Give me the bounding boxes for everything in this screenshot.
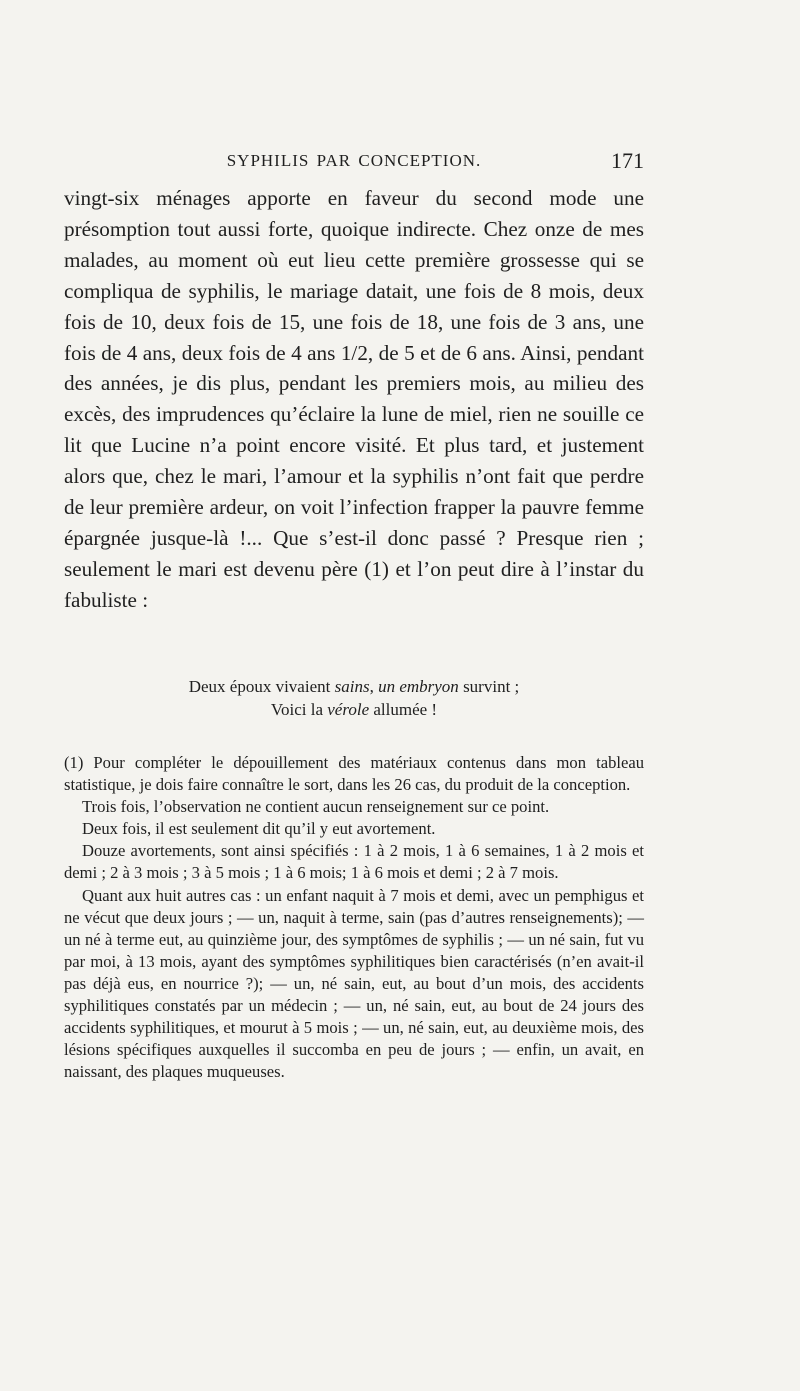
footnote-paragraph-1: (1) Pour compléter le dépouillement des matériaux contenus dans mon tableau statistique, je dois faire connaître le sort, dans les 26 cas, du produit de la conception. [64,753,644,795]
verse-line-2-part-a: Voici la [270,700,328,719]
verse-quote [64,675,644,721]
body-paragraph: vingt-six ménages apporte en faveur du second mode une présomption tout aussi forte, quoique indirecte. Chez onze de mes malades, au moment où eut lieu cette première grossesse qui se compliqua de syphilis, le mariage datait, une fois de 8 mois, deux fois de 10, deux fois de 15, une fois de 18, une fois de 3 ans, une fois de 4 ans, deux fois de 4 ans 1/2, de 5 et de 6 ans. Ainsi, pendant des années, je dis plus, pendant les premiers mois, au milieu des excès, des imprudences qu’éclaire la lune de miel, rien ne souille ce lit que Lucine n’a point encore visité. Et plus tard, et justement alors que, chez le mari, l’amour et la syphilis n’ont fait que perdre de leur première ardeur, on voit l’infection frapper la pauvre femme épargnée jusque-là !... Que s’est-il donc passé ? Presque rien ; seulement le mari est devenu père (1) et l’on peut dire à l’instar du fabuliste : [64,186,644,612]
verse-line-1-emph-embryon: un embryon [378,677,459,696]
verse-line-1-part-c: , [369,677,379,696]
verse-line-2-emph-verole: vérole [327,700,370,719]
verse-line-2 [64,698,644,721]
footnote-paragraph-3: Deux fois, il est seulement dit qu’il y eut avortement. [82,819,436,839]
verse-line-2-part-c: allumée ! [369,700,438,719]
footnote-paragraph-4: Douze avortements, sont ainsi spécifiés : 1 à 2 mois, 1 à 6 semaines, 1 à 2 mois et demi ; 2 à 3 mois ; 3 à 5 mois ; 1 à 6 mois; 1 à 6 mois et demi ; 2 à 7 mois. [64,841,644,883]
footnote-paragraph-5: Quant aux huit autres cas : un enfant naquit à 7 mois et demi, avec un pemphigus et ne vécut que deux jours ; — un, naquit à terme, sain (pas d’autres renseignements); — un né à terme eut, au quinzième jour, des symptômes de syphilis ; — un né sain, fut vu par moi, à 13 mois, ayant des symptômes syphilitiques bien caractérisés (n’en avait-il pas déjà eus, en nourrice ?); — un, né sain, eut, au bout d’un mois, des accidents syphilitiques constatés par un médecin ; — un, né sain, eut, au bout de 24 jours des accidents syphilitiques, et mourut à 5 mois ; — un, né sain, eut, au deuxième mois, des lésions spécifiques auxquelles il succomba en peu de jours ; — enfin, un avait, en naissant, des plaques muqueuses. [64,885,644,1082]
verse-line-1 [64,675,644,698]
main-text [64,183,644,616]
footnote-paragraph-2: Trois fois, l’observation ne contient aucun renseignement sur ce point. [82,797,550,817]
running-title: SYPHILIS PAR CONCEPTION. [226,151,482,170]
verse-line-1-part-e: survint ; [458,677,520,696]
footnote [64,752,644,1083]
verse-line-1-emph-sains: sains [334,677,370,696]
running-head [64,150,644,176]
verse-line-1-part-a: Deux époux vivaient [188,677,335,696]
page-number: 171 [611,148,644,173]
